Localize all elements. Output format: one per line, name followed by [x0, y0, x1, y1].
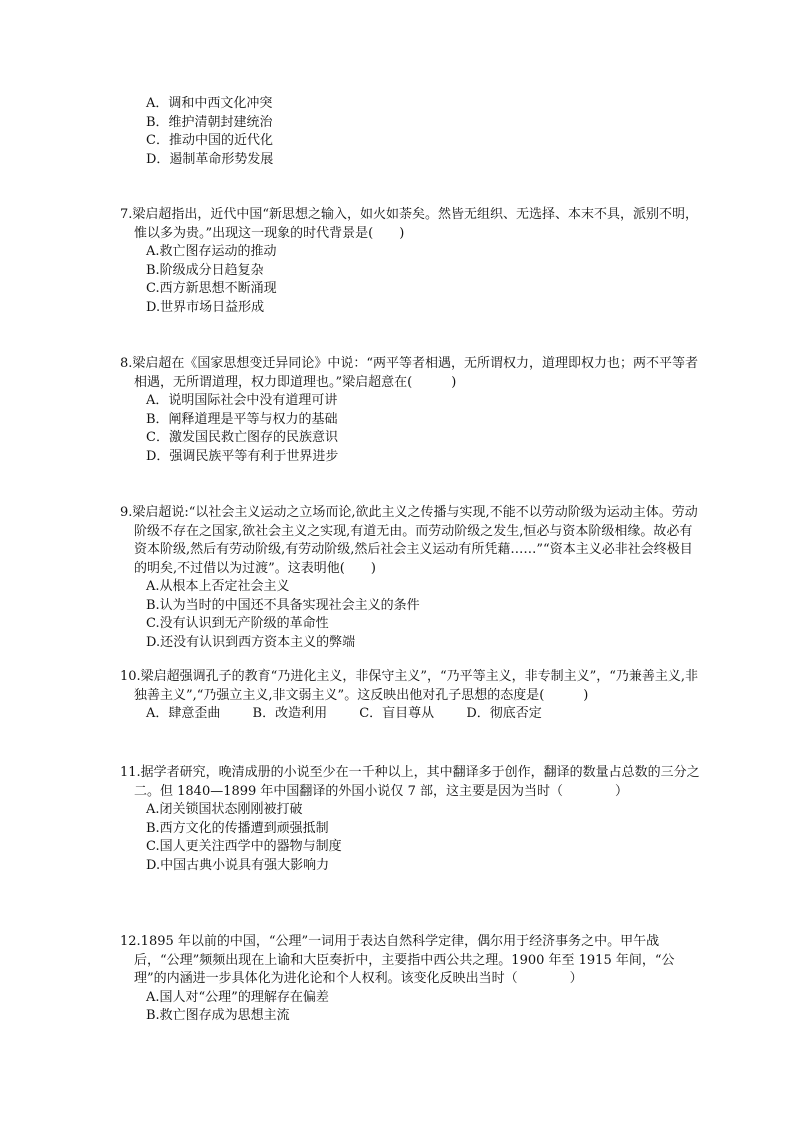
- option-b: B.阶级成分日趋复杂: [146, 262, 264, 278]
- option-d: D.还没有认识到西方资本主义的弊端: [146, 634, 356, 650]
- question-12: [120, 933, 700, 1026]
- option-c: C．盲目尊从: [359, 706, 435, 721]
- option-a: A．说明国际社会中没有道理可讲: [146, 393, 338, 408]
- question-9: [120, 504, 700, 652]
- question-stem: 11.据学者研究，晚清成册的小说至少在一千种以上，其中翻译多于创作，翻译的数量占总数的三分之二。但 1840—1899 年中国翻译的外国小说仅 7 部，这主要是因为当时（ ）: [120, 765, 700, 799]
- option-a: A.救亡图存运动的推动: [146, 244, 277, 259]
- option-b: B．改造利用: [252, 706, 328, 721]
- option-d: D.中国古典小说具有强大影响力: [146, 857, 330, 873]
- question-6: [120, 95, 700, 169]
- option-b: B．阐释道理是平等与权力的基础: [146, 411, 338, 427]
- option-d: D．强调民族平等有利于世界进步: [146, 448, 339, 464]
- option-c: C.西方新思想不断涌现: [146, 281, 277, 296]
- question-stem: 9.梁启超说:“以社会主义运动之立场而论,欲此主义之传播与实现,不能不以劳动阶级为运动主体。劳动阶级不存在之国家,欲社会主义之实现,有道无由。而劳动阶级之发生,恒必与资本阶级相缘。故必有资本阶级,然后有劳动阶级,有劳动阶级,然后社会主义运动有所凭藉……”“资本主义必非社会终极目的明矣,不过借以为过渡”。这表明他( ): [120, 505, 698, 576]
- question-10: [120, 668, 700, 724]
- option-c: C.没有认识到无产阶级的革命性: [146, 616, 329, 631]
- option-a: A.从根本上否定社会主义: [146, 579, 290, 594]
- option-c: C．推动中国的近代化: [146, 133, 273, 148]
- option-d: D．遏制革命形势发展: [146, 151, 274, 167]
- option-b: B.西方文化的传播遭到顽强抵制: [146, 820, 329, 836]
- option-a: A．肆意歪曲: [146, 706, 221, 721]
- option-b: B.救亡图存成为思想主流: [146, 1008, 290, 1023]
- option-c: C．激发国民救亡图存的民族意识: [146, 430, 338, 445]
- question-stem: 12.1895 年以前的中国，“公理”一词用于表达自然科学定律，偶尔用于经济事务之中。甲午战后，“公理”频频出现在上谕和大臣奏折中，主要指中西公共之理。1900 年至 1915 年间，“公理”的内涵进一步具体化为进化论和个人权利。该变化反映出当时（ ）: [120, 934, 675, 986]
- option-d: D．彻底否定: [466, 706, 542, 721]
- options-row: [120, 705, 700, 724]
- option-a: A.国人对“公理”的理解存在偏差: [146, 989, 329, 1005]
- question-stem: 7.梁启超指出，近代中国“新思想之输入，如火如荼矣。然皆无组织、无选择、本末不具，派别不明，惟以多为贵。”出现这一现象的时代背景是( ): [120, 207, 699, 241]
- option-b: B.认为当时的中国还不具备实现社会主义的条件: [146, 597, 420, 613]
- option-d: D.世界市场日益形成: [146, 299, 265, 315]
- option-a: A.闭关锁国状态刚刚被打破: [146, 802, 303, 817]
- question-stem: 8.梁启超在《国家思想变迁异同论》中说：“两平等者相遇，无所谓权力，道理即权力也；两不平等者相遇，无所谓道理，权力即道理也。”梁启超意在( ): [120, 356, 699, 390]
- question-7: [120, 206, 700, 317]
- option-c: C.国人更关注西学中的器物与制度: [146, 839, 342, 854]
- question-8: [120, 355, 700, 466]
- question-11: [120, 764, 700, 875]
- option-b: B．维护清朝封建统治: [146, 114, 273, 130]
- question-stem: 10.梁启超强调孔子的教育“乃进化主义，非保守主义”，“乃平等主义，非专制主义”，“乃兼善主义,非独善主义”,“乃强立主义,非文弱主义”。这反映出他对孔子思想的态度是( ): [120, 669, 699, 703]
- option-a: A．调和中西文化冲突: [146, 96, 273, 111]
